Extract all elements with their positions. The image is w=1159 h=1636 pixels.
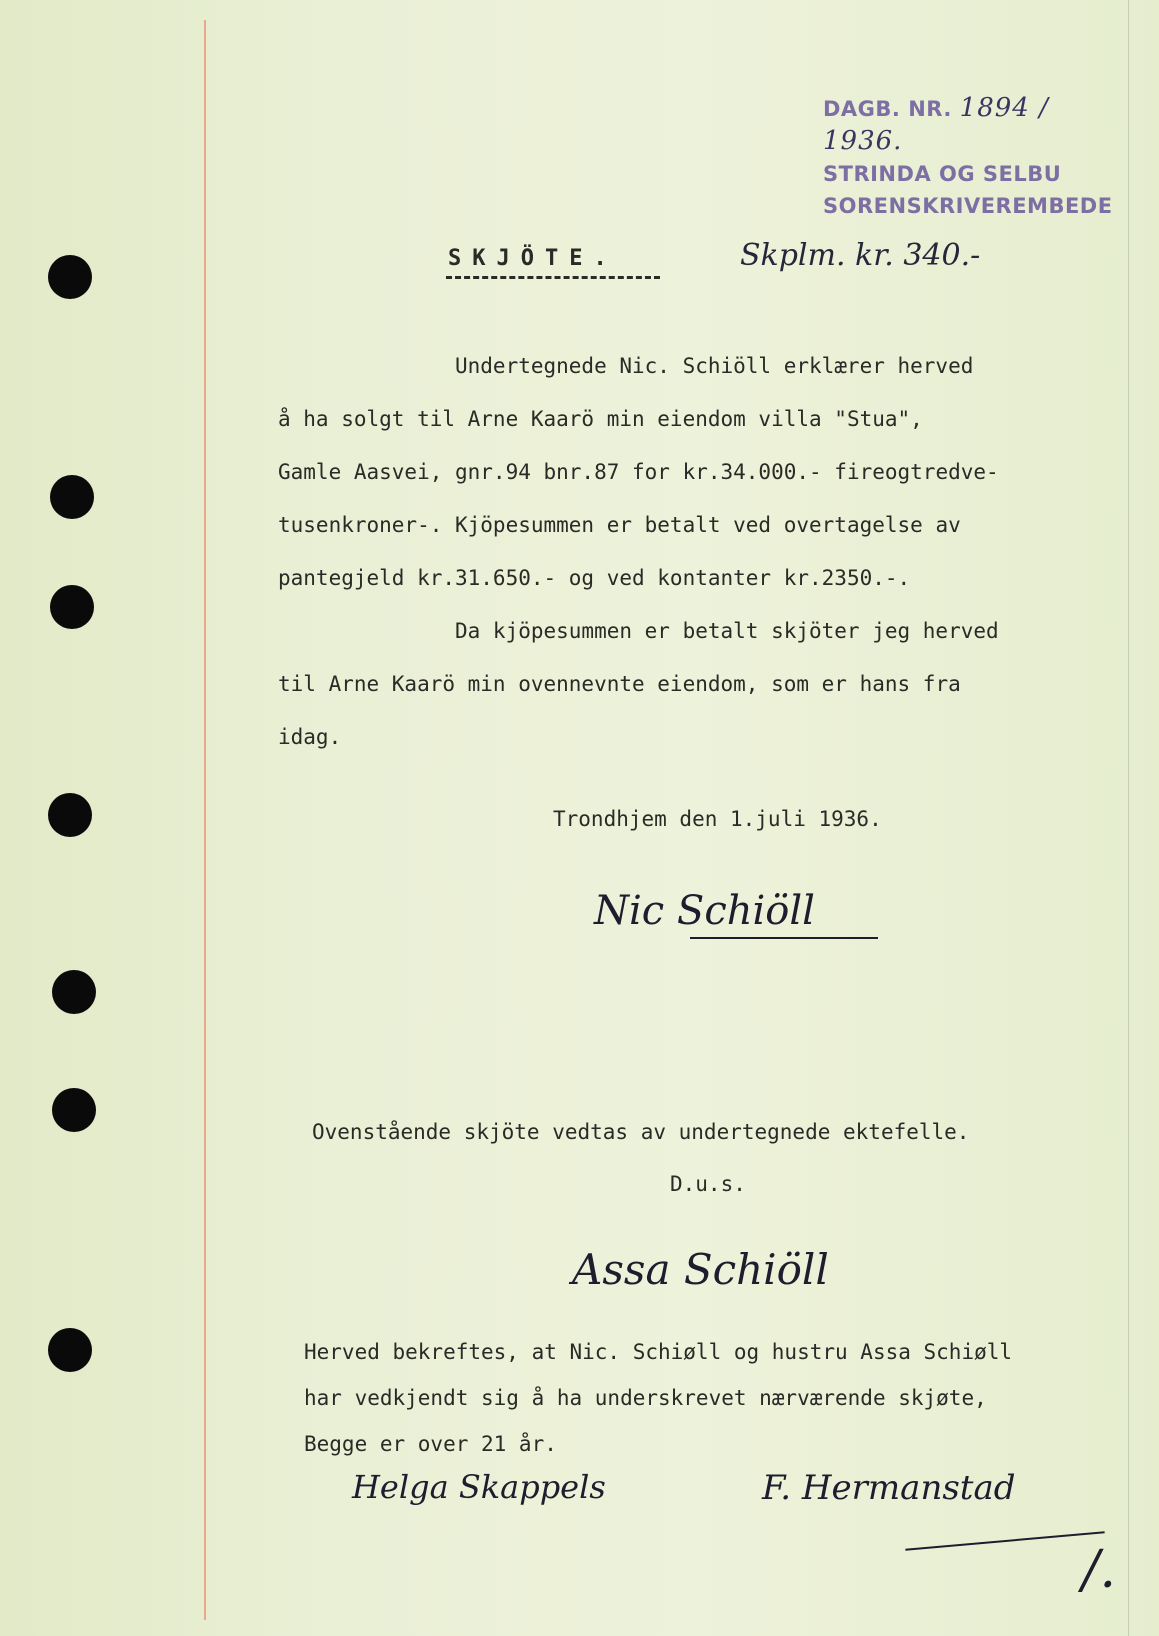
punch-hole (48, 793, 92, 837)
punch-hole (50, 585, 94, 629)
title-underline (446, 276, 660, 279)
fee-note: Skplm. kr. 340.- (740, 238, 981, 273)
stamp-line-3: SORENSKRIVEREMBEDE (823, 194, 1113, 218)
red-margin-line (204, 20, 206, 1620)
witness-signature-2: F. Hermanstad (762, 1468, 1016, 1508)
punch-hole (48, 255, 92, 299)
body-line: idag. (278, 725, 342, 749)
page-edge (1128, 0, 1129, 1636)
stamp-line-1 (823, 92, 1123, 158)
punch-hole (52, 1088, 96, 1132)
punch-hole (50, 475, 94, 519)
signature-stroke (905, 1531, 1104, 1550)
stamp-prefix: DAGB. NR. (823, 97, 952, 121)
confirmation-line: har vedkjendt sig å ha underskrevet nærværende skjøte, (304, 1386, 987, 1410)
body-line: å ha solgt til Arne Kaarö min eiendom villa "Stua", (278, 407, 923, 431)
signature-stroke (690, 937, 878, 939)
witness-signature-1: Helga Skappels (352, 1468, 606, 1506)
body-line: Da kjöpesummen er betalt skjöter jeg herved (455, 619, 999, 643)
dus-abbreviation: D.u.s. (670, 1172, 746, 1196)
spouse-consent: Ovenstående skjöte vedtas av undertegnede ektefelle. (312, 1120, 970, 1144)
confirmation-line: Herved bekreftes, at Nic. Schiøll og hustru Assa Schiøll (304, 1340, 1013, 1364)
body-line: Gamle Aasvei, gnr.94 bnr.87 for kr.34.000.- fireogtredve- (278, 460, 999, 484)
confirmation-line: Begge er over 21 år. (304, 1432, 557, 1456)
registry-stamp (823, 92, 1123, 222)
body-line: Undertegnede Nic. Schiöll erklærer herved (455, 354, 974, 378)
seller-signature: Nic Schiöll (594, 888, 815, 934)
body-line: tusenkroner-. Kjöpesummen er betalt ved overtagelse av (278, 513, 961, 537)
body-line: pantegjeld kr.31.650.- og ved kontanter kr.2350.-. (278, 566, 911, 590)
place-date: Trondhjem den 1.juli 1936. (553, 807, 882, 831)
spouse-signature: Assa Schiöll (572, 1245, 829, 1294)
document-title: SKJÖTE. (448, 246, 618, 271)
end-mark: /. (1082, 1540, 1117, 1600)
punch-hole (52, 970, 96, 1014)
punch-hole (48, 1328, 92, 1372)
body-line: til Arne Kaarö min ovennevnte eiendom, som er hans fra (278, 672, 961, 696)
stamp-number: 1894 / 1936. (823, 93, 1049, 156)
stamp-line-2: STRINDA OG SELBU (823, 162, 1062, 186)
